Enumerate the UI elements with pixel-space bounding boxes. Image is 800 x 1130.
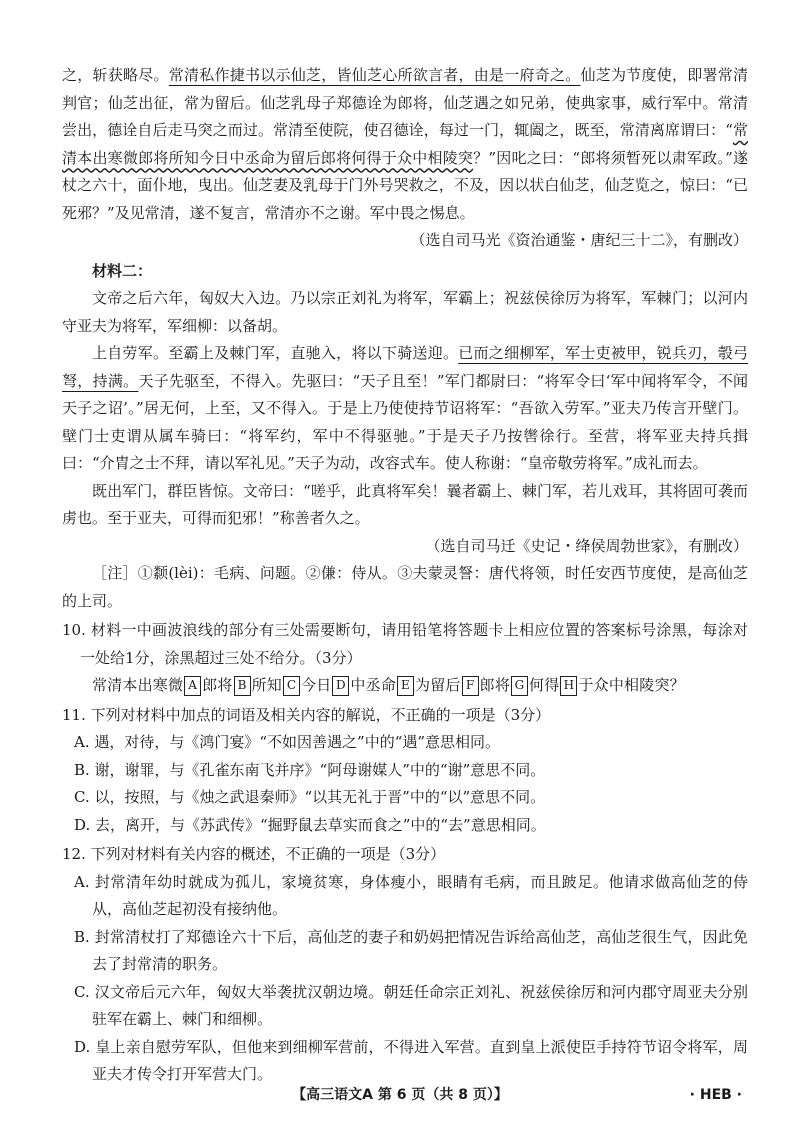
underlined-sentence: 常清私作捷书以示仙芝，皆仙芝心所欲言者，由是一府奇之。 (168, 66, 581, 84)
question-12-option-c[interactable]: C. 汉文帝后元六年，匈奴大举袭扰汉朝边境。朝廷任命宗正刘礼、祝兹侯徐厉和河内郡守周亚夫分别驻军在霸上、棘门和细柳。 (74, 982, 748, 1028)
material2-source: （选自司马迁《史记・绛侯周勃世家》，有删改） (425, 536, 748, 555)
question-11-text: 11. 下列对材料中加点的词语及相关内容的解说，不正确的一项是（3分） (62, 705, 551, 724)
segmentation-line: 常清本出寒微 A 郎将 B 所知 C 今日 D 中丞命 E 为留后 F 郎将 G 何得 H 于众中相陵突？ (92, 676, 685, 694)
break-box-b[interactable]: B (234, 676, 251, 696)
question-12-option-b[interactable]: B. 封常清杖打了郑德诠六十下后，高仙芝的妻子和奶妈把情况告诉给高仙芝，高仙芝很生气，因此免去了封常清的职务。 (74, 927, 748, 973)
break-box-f[interactable]: F (462, 676, 479, 696)
question-10-text: 10. 材料一中画波浪线的部分有三处需要断句，请用铅笔将答题卡上相应位置的答案标号涂黑，每涂对一处给1分，涂黑超过三处不给分。（3分） (62, 621, 748, 667)
page-footer (0, 1082, 800, 1106)
wavy-underlined-sentence: 常清本出寒微郎将所知今日中丞命为留后郎将何得于众中相陵突 (62, 121, 748, 167)
question-11-option-c[interactable]: C. 以，按照，与《烛之武退秦师》“以其无礼于晋”中的“以”意思不同。 (74, 788, 546, 806)
break-box-a[interactable]: A (184, 676, 201, 696)
page-number: 【高三语文A 第 6 页（共 8 页）】 (292, 1087, 508, 1103)
material2-para3: 既出军门，群臣皆惊。文帝曰：“嗟乎，此真将军矣！曩者霸上、棘门军，若儿戏耳，其将固可袭而虏也。至于亚夫，可得而犯邪！”称善者久之。 (62, 481, 748, 527)
question-11 (62, 702, 748, 840)
break-box-e[interactable]: E (397, 676, 414, 696)
notes: ［注］①颣(lèi)：毛病、问题。②傔：侍从。③夫蒙灵詧：唐代将领，时任安西节度使，是高仙芝的上司。 (62, 564, 748, 610)
question-11-option-d[interactable]: D. 去，离开，与《苏武传》“掘野鼠去草实而食之”中的“去”意思相同。 (74, 815, 546, 834)
material2-para1: 文帝之后六年，匈奴大入边。乃以宗正刘礼为将军，军霸上；祝兹侯徐厉为将军，军棘门；以河内守亚夫为将军，军细柳：以备胡。 (62, 289, 748, 335)
question-12 (62, 841, 748, 1089)
material2-para2: 上自劳军。至霸上及棘门军，直驰入，将以下骑送迎。已而之细柳军，军士吏被甲，锐兵刃，彀弓弩，持满。天子先驱至，不得入。先驱曰：“天子且至！”军门都尉曰：“将军令曰‘军中闻将军令，不闻天子之诏’。”居无何，上至，又不得入。于是上乃使使持节诏将军：“吾欲入劳军。”亚夫乃传言开壁门。壁门士吏谓从属车骑曰：“将军约，军中不得驱驰。”于是天子乃按辔徐行。至营，将军亚夫持兵揖曰：“介胄之士不拜，请以军礼见。”天子为动，改容式车。使人称谢：“皇帝敬劳将军。”成礼而去。 (62, 344, 748, 472)
question-12-text: 12. 下列对材料有关内容的概述，不正确的一项是（3分） (62, 845, 446, 863)
question-10 (62, 617, 748, 700)
question-12-option-a[interactable]: A. 封常清年幼时就成为孤儿，家境贫寒，身体瘦小，眼睛有毛病，而且跛足。他请求做高仙芝的侍从，高仙芝起初没有接纳他。 (74, 872, 748, 918)
break-box-c[interactable]: C (283, 676, 300, 696)
underlined-sentence: 已而之细柳军，军士吏被甲，锐兵刃，彀弓弩，持满。 (62, 344, 748, 390)
break-box-d[interactable]: D (332, 676, 349, 696)
question-11-option-a[interactable]: A. 遇，对待，与《鸿门宴》“不如因善遇之”中的“遇”意思相同。 (74, 733, 501, 751)
break-box-h[interactable]: H (560, 676, 577, 696)
question-12-option-d[interactable]: D. 皇上亲自慰劳军队，但他来到细柳军营前，不得进入军营。直到皇上派使臣手持符节诏令将军，周亚夫才传令打开军营大门。 (74, 1037, 748, 1083)
break-box-g[interactable]: G (511, 676, 528, 696)
passage1-source: （选自司马光《资治通鉴・唐纪三十二》，有删改） (410, 231, 748, 249)
question-11-option-b[interactable]: B. 谢，谢罪，与《孔雀东南飞并序》“阿母谢媒人”中的“谢”意思不同。 (74, 760, 546, 779)
material2-title: 材料二： (92, 261, 153, 280)
exam-code: · HEB · (689, 1087, 742, 1103)
passage1-paragraph: 之，斩获略尽。常清私作捷书以示仙芝，皆仙芝心所欲言者，由是一府奇之。仙芝为节度使，即署常清判官；仙芝出征，常为留后。仙芝乳母子郑德诠为郎将，仙芝遇之如兄弟，使典家事，威行军中。常清尝出，德诠自后走马突之而过。常清至使院，使召德诠，每过一门，辄阖之，既至，常清离席谓曰：“常清本出寒微郎将所知今日中丞命为留后郎将何得于众中相陵突？”因叱之曰：“郎将须暂死以肃军政。”遂杖之六十，面仆地，曳出。仙芝妻及乳母于门外号哭救之，不及，因以状白仙芝，仙芝览之，惊曰：“已死邪？”及见常清，遂不复言，常清亦不之谢。军中畏之惕息。 (62, 66, 748, 222)
